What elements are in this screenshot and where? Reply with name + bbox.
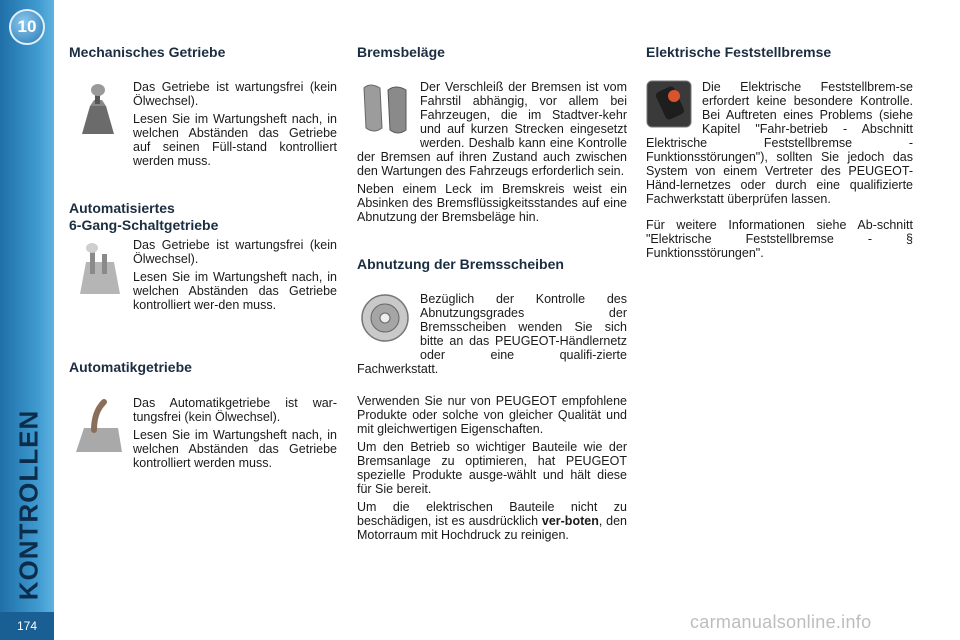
paragraph: Neben einem Leck im Bremskreis weist ein Absinken des Bremsflüssigkeitsstandes auf eine Abnutzung der Bremsbeläge hin. [357, 182, 627, 224]
text-mechanical-gearbox [133, 80, 337, 172]
text-brake-pads [357, 80, 627, 228]
watermark: carmanualsonline.info [690, 612, 872, 632]
paragraph: Für weitere Informationen siehe Ab-schnitt "Elektrische Feststellbremse - § Funktionsstörungen". [646, 218, 913, 260]
heading-brake-pads: Bremsbeläge [357, 44, 445, 60]
heading-automatic-gearbox: Automatikgetriebe [69, 359, 192, 375]
text-electric-parking-brake [646, 80, 913, 264]
text-brake-discs [357, 292, 627, 546]
icon-wrap-spacer [646, 80, 702, 136]
gear-selector-icon [76, 240, 122, 296]
chapter-sidebar [0, 0, 54, 640]
text-run: Um die elektrischen Bauteile nicht zu beschädigen, ist es ausdrücklich [357, 500, 627, 528]
paragraph: Lesen Sie im Wartungsheft nach, in welchen Abständen das Getriebe kontrolliert werden muss. [133, 428, 337, 470]
paragraph: Um den Betrieb so wichtiger Bauteile wie der Bremsanlage zu optimieren, hat PEUGEOT spezielle Produkte ausge-wählt und hält diese für Sie bereit. [357, 440, 627, 496]
text-automated-gearbox [133, 238, 337, 316]
paragraph: Das Automatikgetriebe ist war-tungsfrei (kein Ölwechsel). [133, 396, 337, 424]
paragraph [357, 500, 627, 542]
paragraph: Der Verschleiß der Bremsen ist vom Fahrstil abhängig, vor allem bei Fahrzeugen, die im Stadtver-kehr und auf kurzen Strecken eingesetzt werden. Deshalb kann eine Kontrolle der Bremsen auf ihren Zustand auch zwischen den Wartungen des Fahrzeugs erforderlich sein. [357, 80, 627, 178]
icon-wrap-spacer [357, 292, 420, 352]
heading-brake-discs: Abnutzung der Bremsscheiben [357, 256, 564, 272]
heading-automated-gearbox [69, 200, 218, 234]
heading-line: Automatisiertes [69, 200, 175, 216]
paragraph: Das Getriebe ist wartungsfrei (kein Ölwechsel). [133, 238, 337, 266]
automatic-selector-icon [74, 398, 124, 454]
paragraph: Verwenden Sie nur von PEUGEOT empfohlene Produkte oder solche von gleicher Qualität und mit gleichwertigen Eigenschaften. [357, 394, 627, 436]
text-automatic-gearbox [133, 396, 337, 474]
heading-line: 6-Gang-Schaltgetriebe [69, 217, 219, 233]
chapter-number-badge: 10 [9, 9, 45, 45]
text-run-bold: ver-boten [541, 514, 599, 528]
paragraph: Die Elektrische Feststellbrem-se erfordert keine besondere Kontrolle. Bei Auftreten eines Problems (siehe Kapitel "Fahr-betrieb - Abschnitt Elektrische Feststellbremse - Funktionsstörungen"), sollten Sie jedoch das System von einem Vertreter des PEUGEOT-Händ-lernetzes oder durch eine qualifizierte Fachwerkstatt überprüfen lassen. [646, 80, 913, 206]
gear-lever-icon [76, 82, 120, 136]
paragraph: Bezüglich der Kontrolle des Abnutzungsgrades der Bremsscheiben wenden Sie sich bitte an das PEUGEOT-Händlernetz oder eine qualifi-zierte Fachwerkstatt. [357, 292, 627, 376]
chapter-title: KONTROLLEN [13, 409, 44, 601]
icon-wrap-spacer [357, 80, 420, 150]
paragraph: Lesen Sie im Wartungsheft nach, in welchen Abständen das Getriebe kontrolliert wer-den muss. [133, 270, 337, 312]
paragraph: Das Getriebe ist wartungsfrei (kein Ölwechsel). [133, 80, 337, 108]
page-number: 174 [0, 612, 54, 640]
text-run: , den Motorraum mit Hochdruck zu reinigen. [357, 514, 627, 542]
heading-mechanical-gearbox: Mechanisches Getriebe [69, 44, 226, 60]
heading-electric-parking-brake: Elektrische Feststellbremse [646, 44, 832, 60]
paragraph: Lesen Sie im Wartungsheft nach, in welchen Abständen das Getriebe auf seinen Füll-stand kontrolliert werden muss. [133, 112, 337, 168]
